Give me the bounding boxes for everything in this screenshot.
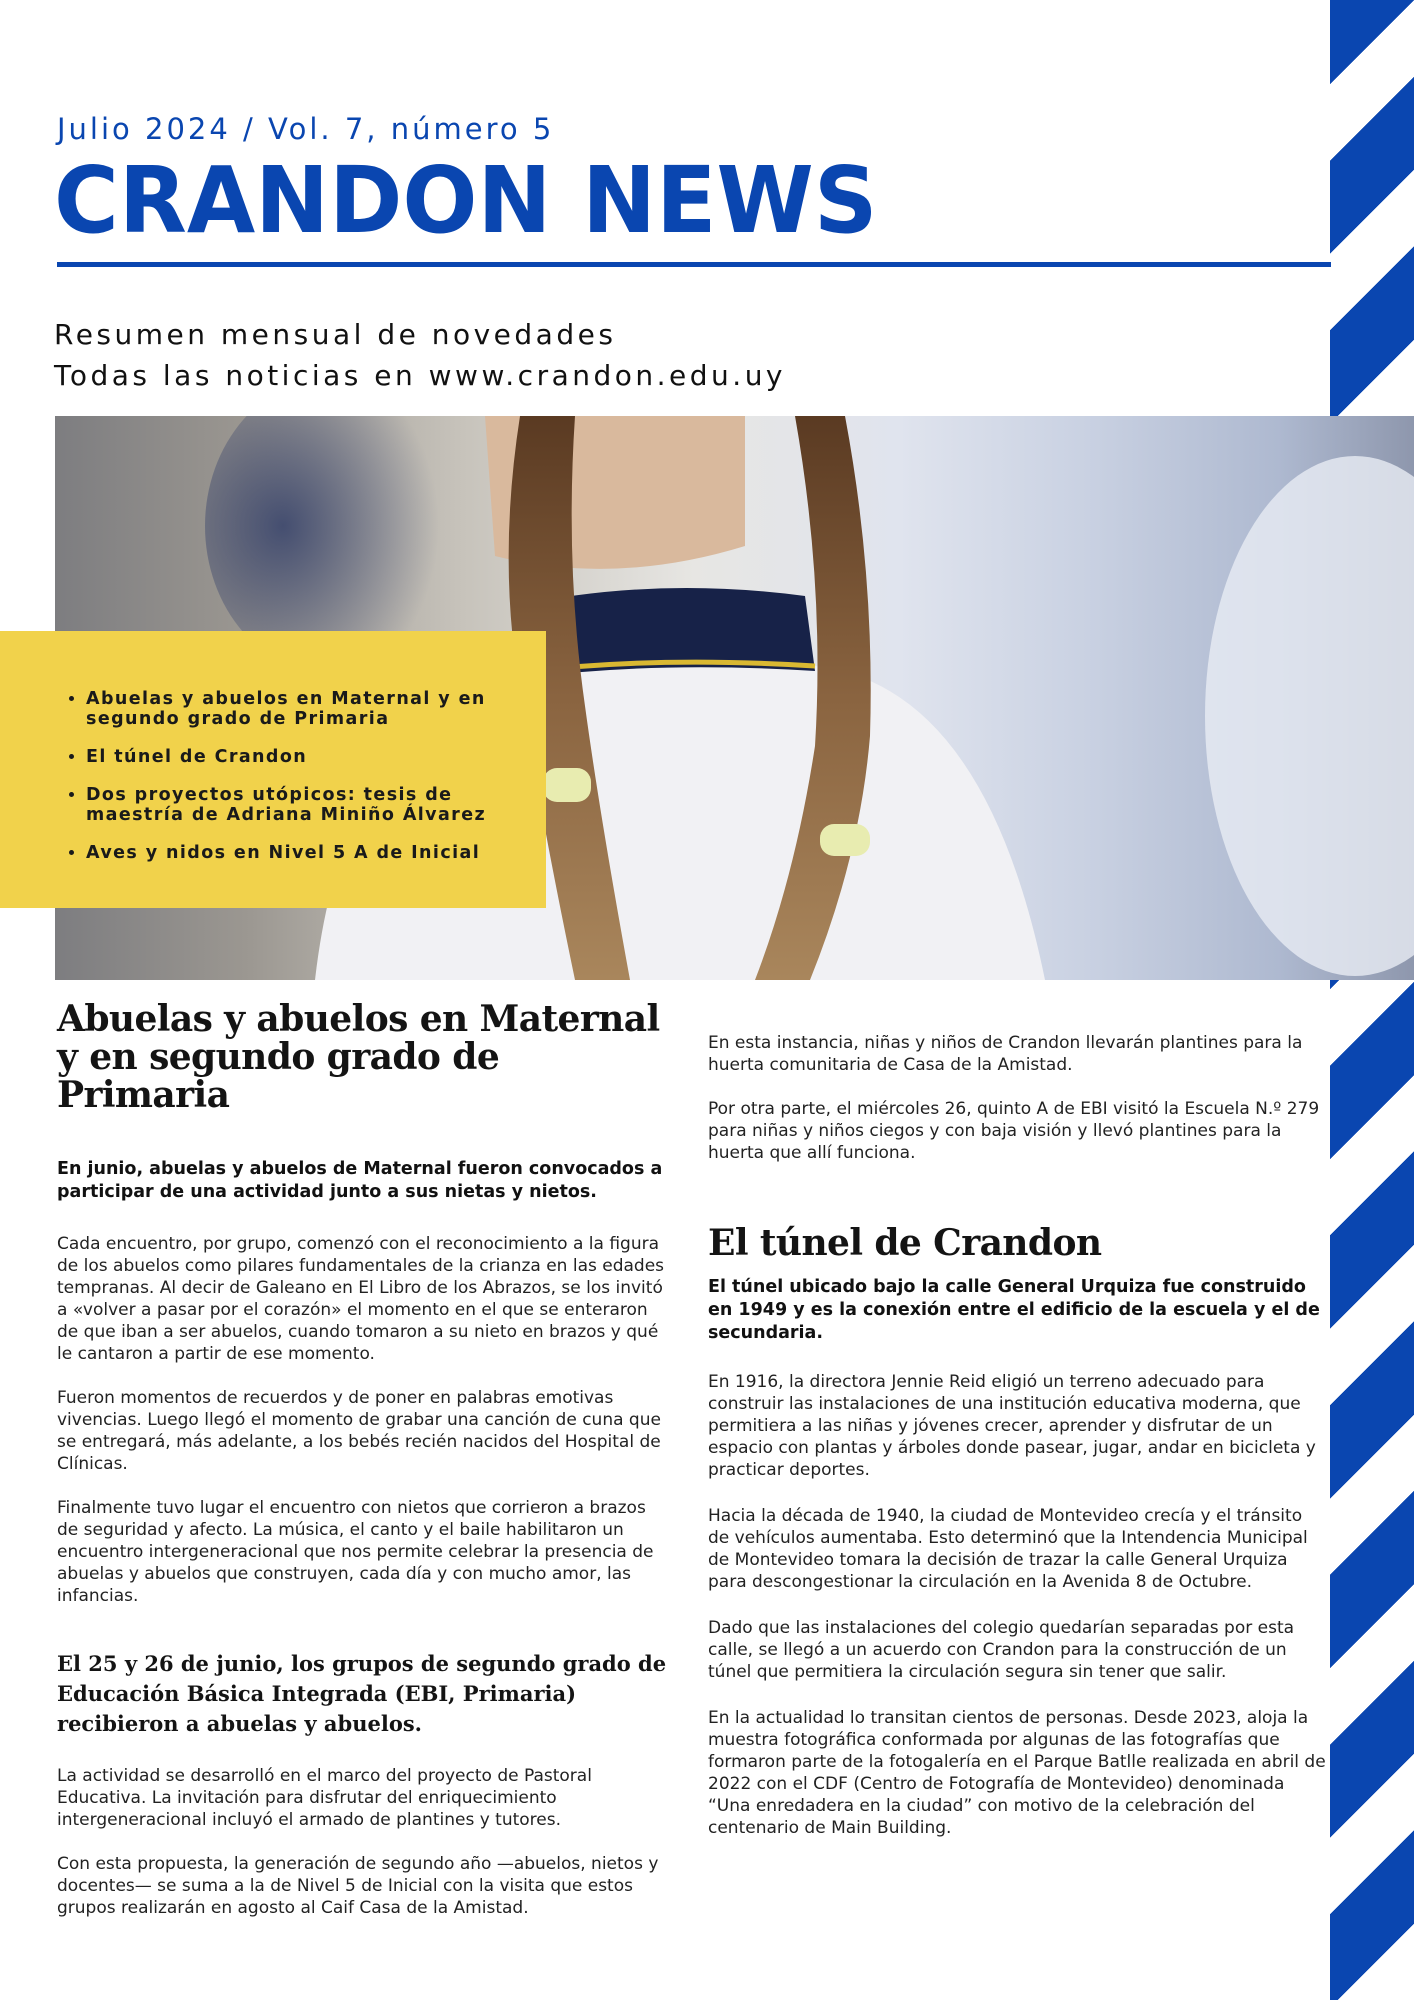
masthead-title: CRANDON NEWS bbox=[54, 147, 878, 254]
article-abuelas-subhead: El 25 y 26 de junio, los grupos de segundo grado de Educación Básica Integrada (EBI, Primaria) recibieron a abuelas y abuelos. bbox=[57, 1651, 667, 1736]
article-abuelas-paragraph: La actividad se desarrolló en el marco del proyecto de Pastoral Educativa. La invitación para disfrutar del enriquecimiento intergeneracional incluyó el armado de plantines y tutores. bbox=[57, 1766, 592, 1830]
tagline bbox=[54, 314, 786, 396]
article-tunel-paragraph: En la actualidad lo transitan cientos de personas. Desde 2023, aloja la muestra fotográfica conformada por algunas de las fotografías que formaron parte de la fotogalería en el Parque Batlle realizada en abril de 2022 con el CDF (Centro de Fotografía de Montevideo) denominada “Una enredadera en la ciudad” con motivo de la celebración del centenario de Main Building. bbox=[708, 1708, 1326, 1838]
decorative-stripes-top bbox=[1330, 0, 1414, 416]
highlight-item[interactable]: • Dos proyectos utópicos: tesis de maestría de Adriana Miniño Álvarez bbox=[86, 785, 518, 825]
issue-line: Julio 2024 / Vol. 7, número 5 bbox=[57, 112, 555, 146]
article-abuelas-lead: En junio, abuelas y abuelos de Maternal fueron convocados a participar de una actividad junto a sus nietas y nietos. bbox=[57, 1159, 663, 1202]
article-abuelas-paragraph: Cada encuentro, por grupo, comenzó con el reconocimiento a la figura de los abuelos como pilares fundamentales de la crianza en las edades tempranas. Al decir de Galeano en El Libro de los Abrazos, se los invitó a «volver a pasar por el corazón» el momento en el que se enteraron de que iban a ser abuelos, cuando tomaron a su nieto en brazos y qué le cantaron a partir de ese momento. bbox=[57, 1234, 665, 1364]
tagline-website: Todas las noticias en www.crandon.edu.uy bbox=[54, 359, 787, 392]
tagline-summary: Resumen mensual de novedades bbox=[54, 318, 617, 351]
highlights-list bbox=[58, 689, 518, 863]
right-column bbox=[708, 1000, 1328, 1839]
article-abuelas-paragraph: En esta instancia, niñas y niños de Crandon llevarán plantines para la huerta comunitaria de Casa de la Amistad. bbox=[708, 1033, 1303, 1075]
article-tunel-paragraph: Dado que las instalaciones del colegio quedarían separadas por esta calle, se llegó a un acuerdo con Crandon para la construcción de un túnel que permitiera la circulación segura sin tener que salir. bbox=[708, 1618, 1295, 1682]
article-abuelas-title: Abuelas y abuelos en Maternal y en segundo grado de Primaria bbox=[57, 998, 660, 1116]
masthead-rule bbox=[57, 262, 1331, 267]
article-abuelas bbox=[57, 1000, 669, 1919]
article-abuelas-paragraph: Finalmente tuvo lugar el encuentro con nietos que corrieron a brazos de seguridad y afecto. La música, el canto y el baile habilitaron un encuentro intergeneracional que nos permite celebrar la presencia de abuelas y abuelos que construyen, cada día y con mucho amor, las infancias. bbox=[57, 1498, 654, 1606]
decorative-stripes-bottom bbox=[1330, 980, 1414, 2000]
highlight-item[interactable]: • Abuelas y abuelos en Maternal y en segundo grado de Primaria bbox=[86, 689, 518, 729]
blurred-figure-right bbox=[1205, 456, 1414, 976]
article-tunel-paragraph: En 1916, la directora Jennie Reid eligió un terreno adecuado para construir las instalaciones de una institución educativa moderna, que permitiera a las niñas y jóvenes crecer, aprender y disfrutar de un espacio con plantas y árboles donde pasear, jugar, andar en bicicleta y practicar deportes. bbox=[708, 1372, 1316, 1480]
right-hair-tie bbox=[820, 824, 870, 856]
left-hair-tie bbox=[543, 768, 591, 802]
article-tunel-paragraph: Hacia la década de 1940, la ciudad de Montevideo crecía y el tránsito de vehículos aumentaba. Esto determinó que la Intendencia Municipal de Montevideo tomara la decisión de trazar la calle General Urquiza para descongestionar la circulación en la Avenida 8 de Octubre. bbox=[708, 1506, 1308, 1592]
highlights-box bbox=[0, 631, 546, 908]
article-abuelas-paragraph: Fueron momentos de recuerdos y de poner en palabras emotivas vivencias. Luego llegó el momento de grabar una canción de cuna que se entregará, más adelante, a los bebés recién nacidos del Hospital de Clínicas. bbox=[57, 1388, 661, 1474]
article-abuelas-paragraph: Por otra parte, el miércoles 26, quinto A de EBI visitó la Escuela N.º 279 para niñas y niños ciegos y con baja visión y llevó plantines para la huerta que allí funciona. bbox=[708, 1099, 1320, 1163]
article-abuelas-paragraph: Con esta propuesta, la generación de segundo año —abuelos, nietos y docentes— se suma a la de Nivel 5 de Inicial con la visita que estos grupos realizarán en agosto al Caif Casa de la Amistad. bbox=[57, 1854, 659, 1918]
highlight-item[interactable]: • El túnel de Crandon bbox=[86, 747, 518, 767]
article-tunel-title: El túnel de Crandon bbox=[708, 1222, 1102, 1264]
highlight-item[interactable]: • Aves y nidos en Nivel 5 A de Inicial bbox=[86, 843, 518, 863]
article-tunel-lead: El túnel ubicado bajo la calle General Urquiza fue construido en 1949 y es la conexión entre el edificio de la escuela y el de secundaria. bbox=[708, 1277, 1320, 1343]
